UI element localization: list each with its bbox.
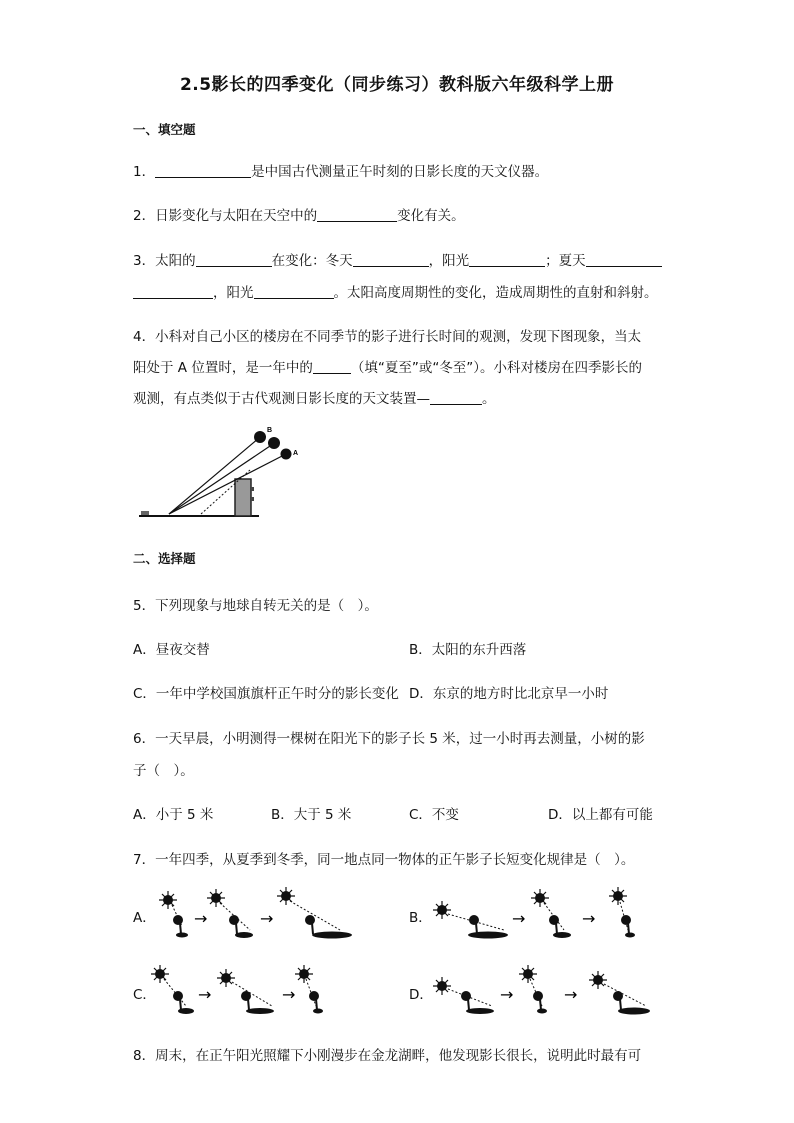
- q7-figure-a: [160, 890, 360, 942]
- q7-figure-b: [432, 890, 652, 942]
- arrow-icon: →: [512, 909, 526, 928]
- arrow-icon: →: [282, 985, 296, 1004]
- q5-option-b[interactable]: B．太阳的东升西落: [409, 642, 527, 658]
- q5-option-a[interactable]: A．昼夜交替: [133, 642, 210, 658]
- question-5: 5．下列现象与地球自转无关的是（ ）。: [133, 598, 378, 614]
- tree-icon: [229, 915, 239, 934]
- arrow-icon: →: [260, 909, 274, 928]
- shadow: [235, 932, 253, 938]
- tree-icon: [241, 991, 251, 1010]
- sun-icon: [281, 449, 292, 460]
- shadow: [618, 1008, 650, 1015]
- sun-icon: [531, 889, 549, 907]
- shadow: [178, 1008, 194, 1014]
- question-4-line-1: 4．小科对自己小区的楼房在不同季节的影子进行长时间的观测，发现下图现象，当太: [133, 329, 642, 345]
- answer-blank[interactable]: [313, 359, 351, 374]
- shadow: [553, 932, 571, 938]
- question-8: 8．周末，在正午阳光照耀下小刚漫步在金龙湖畔，他发现影长很长，说明此时最有可: [133, 1048, 642, 1064]
- question-3-line-2: ，阳光 。太阳高度周期性的变化，造成周期性的直射和斜射。: [133, 281, 658, 301]
- question-2: 2．日影变化与太阳在天空中的 变化有关。: [133, 208, 465, 224]
- sun-icon: [207, 889, 225, 907]
- sun-icon: [151, 965, 169, 983]
- tree-icon: [461, 991, 471, 1010]
- shadow: [313, 1009, 323, 1014]
- question-6-line-1: 6．一天早晨，小明测得一棵树在阳光下的影子长 5 米，过一小时再去测量，小树的影: [133, 731, 645, 747]
- question-7: 7．一年四季，从夏季到冬季，同一地点同一物体的正午影子长短变化规律是（ ）。: [133, 852, 635, 868]
- tree-icon: [469, 915, 479, 934]
- sun-icon: [433, 901, 451, 919]
- sun-icon: [295, 965, 313, 983]
- shadow: [468, 932, 508, 939]
- answer-blank[interactable]: [133, 284, 213, 299]
- question-3-line-1: 3．太阳的 在变化：冬天 ，阳光 ；夏天: [133, 249, 662, 269]
- section-fill-in: 一、填空题: [133, 122, 196, 137]
- sun-icon: [217, 969, 235, 987]
- sun-icon: [433, 977, 451, 995]
- question-6-line-2: 子（ ）。: [133, 763, 194, 779]
- q7-option-c[interactable]: C．: [133, 987, 156, 1003]
- building-shadow-figure: [133, 425, 313, 525]
- answer-blank[interactable]: [155, 163, 251, 178]
- tree-icon: [173, 991, 183, 1010]
- label-a: A: [293, 450, 299, 457]
- building-icon: [235, 479, 251, 516]
- answer-blank[interactable]: [196, 252, 272, 267]
- q7-option-d[interactable]: D．: [409, 987, 433, 1003]
- shadow: [466, 1008, 494, 1014]
- tree-icon: [309, 991, 319, 1010]
- sun-icon: [609, 887, 627, 905]
- sun-ray: [169, 454, 286, 514]
- answer-blank[interactable]: [469, 252, 545, 267]
- question-1: 1． 是中国古代测量正午时刻的日影长度的天文仪器。: [133, 164, 549, 180]
- answer-blank[interactable]: [586, 252, 662, 267]
- answer-blank[interactable]: [353, 252, 429, 267]
- sun-icon: [268, 437, 280, 449]
- q7-option-b[interactable]: B．: [409, 910, 432, 926]
- sun-icon: [277, 887, 295, 905]
- arrow-icon: →: [582, 909, 596, 928]
- ground-mark: [141, 511, 149, 515]
- sun-icon: [589, 971, 607, 989]
- sun-ray: [169, 444, 273, 514]
- tree-icon: [621, 915, 631, 934]
- shadow: [537, 1009, 547, 1014]
- arrow-icon: →: [564, 985, 578, 1004]
- section-multiple-choice: 二、选择题: [133, 551, 196, 566]
- sun-icon: [159, 891, 177, 909]
- tree-icon: [549, 915, 559, 934]
- label-b: B: [267, 427, 273, 434]
- answer-blank[interactable]: [254, 284, 334, 299]
- arrow-icon: →: [198, 985, 212, 1004]
- sun-icon: [519, 965, 537, 983]
- shadow: [176, 933, 188, 938]
- tree-icon: [305, 915, 315, 934]
- page-title: 2.5影长的四季变化（同步练习）教科版六年级科学上册: [179, 75, 615, 95]
- q5-option-c[interactable]: C．一年中学校国旗旗杆正午时分的影长变化: [133, 686, 399, 702]
- question-4-line-2: 阳处于 A 位置时，是一年中的 （填“夏至”或“冬至”）。小科对楼房在四季影长的: [133, 360, 643, 376]
- tree-icon: [613, 991, 623, 1010]
- q6-option-a[interactable]: A．小于 5 米: [133, 807, 214, 823]
- answer-blank[interactable]: [317, 207, 397, 222]
- answer-blank[interactable]: [430, 390, 482, 405]
- q7-figure-c: [150, 966, 350, 1018]
- q6-option-c[interactable]: C．不变: [409, 807, 459, 823]
- tree-icon: [533, 991, 543, 1010]
- q7-option-a[interactable]: A．: [133, 910, 156, 926]
- q7-figure-d: [432, 966, 656, 1018]
- shadow: [246, 1008, 274, 1014]
- sun-icon: [254, 431, 266, 443]
- q6-option-b[interactable]: B．大于 5 米: [271, 807, 352, 823]
- shadow: [312, 932, 352, 939]
- question-4-line-3: 观测，有点类似于古代观测日影长度的天文装置— 。: [133, 391, 496, 407]
- shadow: [625, 933, 635, 938]
- q5-option-d[interactable]: D．东京的地方时比北京早一小时: [409, 686, 609, 702]
- arrow-icon: →: [500, 985, 514, 1004]
- q6-option-d[interactable]: D．以上都有可能: [548, 807, 653, 823]
- arrow-icon: →: [194, 909, 208, 928]
